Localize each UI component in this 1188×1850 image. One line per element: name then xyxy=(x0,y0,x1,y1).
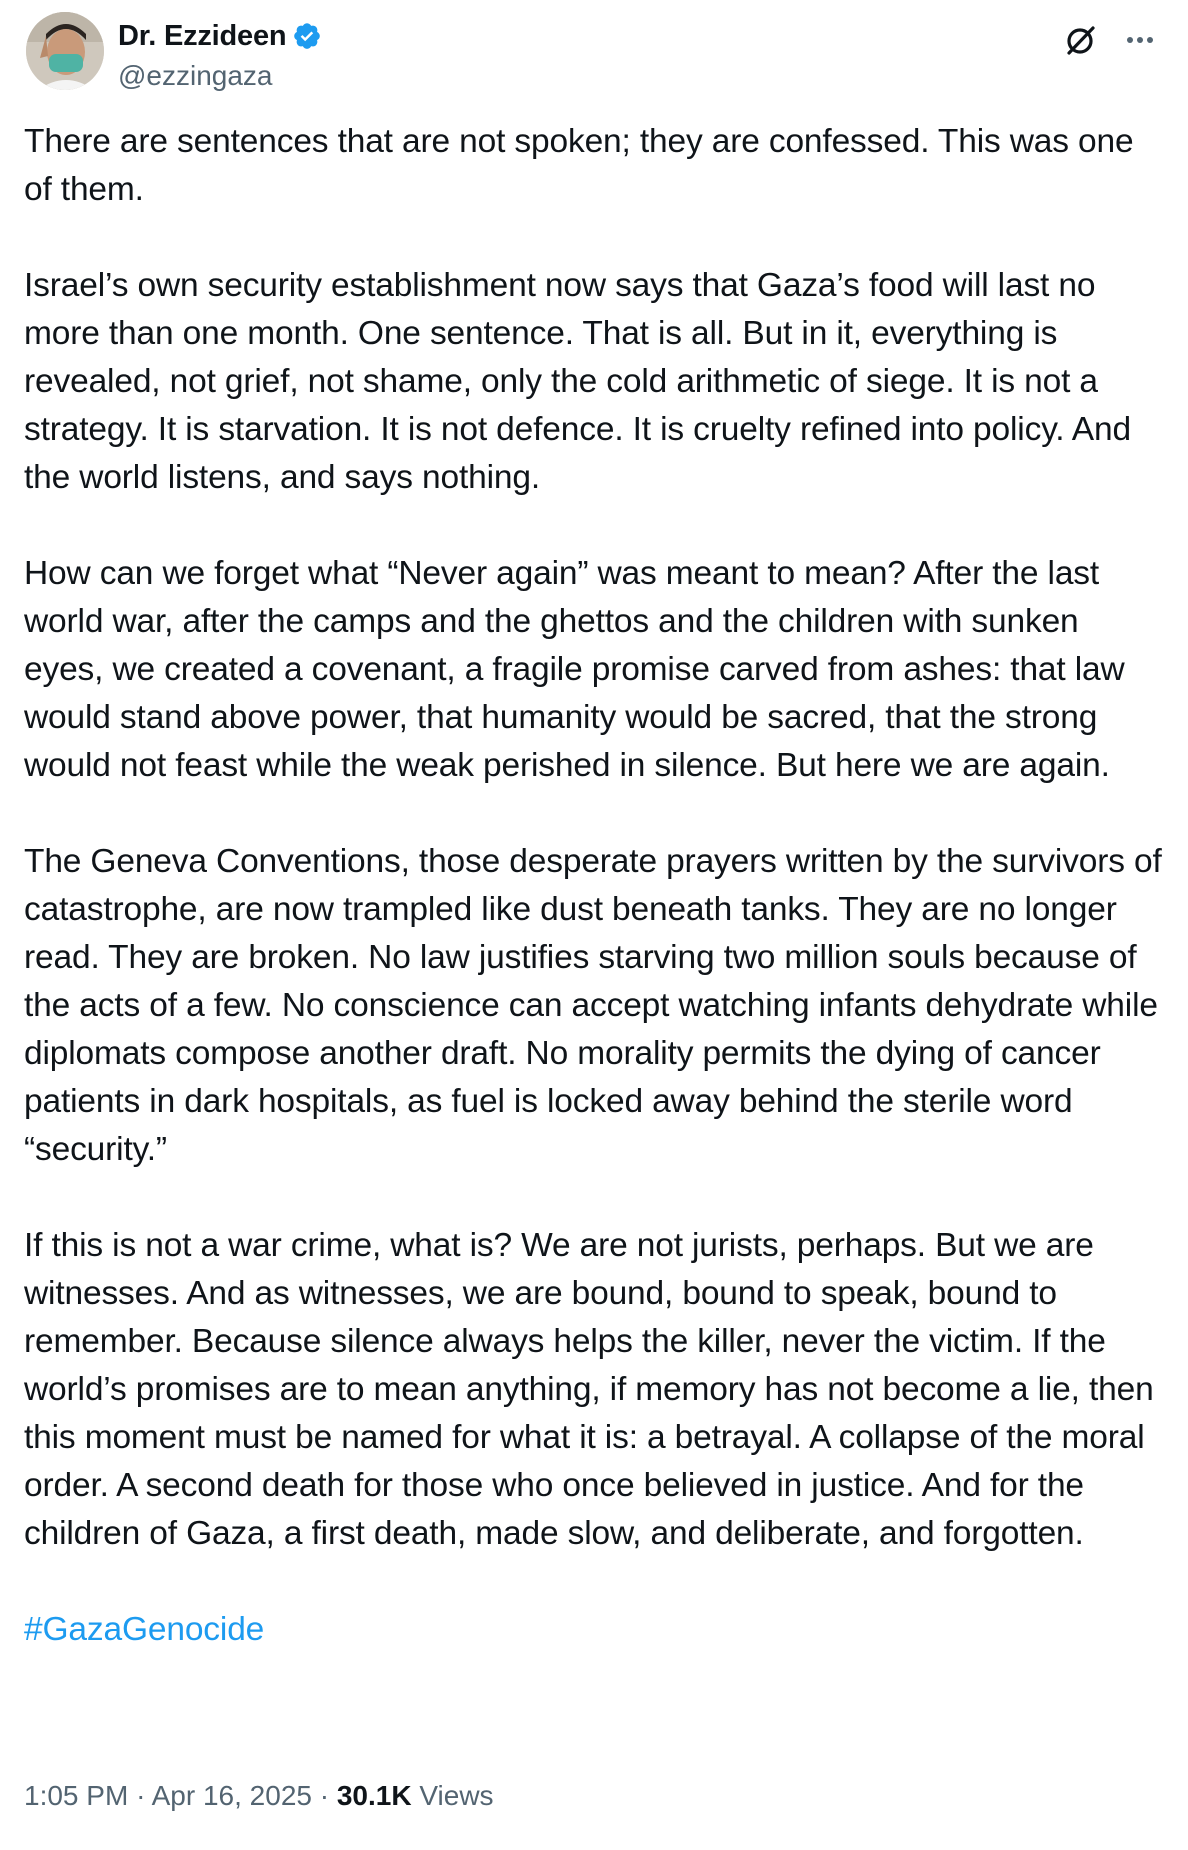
more-icon[interactable] xyxy=(1120,20,1160,60)
tweet-time[interactable]: 1:05 PM xyxy=(24,1780,129,1811)
display-name[interactable]: Dr. Ezzideen xyxy=(118,19,287,52)
views-label: Views xyxy=(419,1780,494,1811)
hashtag-link[interactable]: #GazaGenocide xyxy=(24,1611,265,1648)
tweet-paragraph-3: How can we forget what “Never again” was meant to mean? After the last world war, after the camps and the ghettos and the children with sunken eyes, we created a covenant, a fragile promise carved from ashes: that law would stand above power, that humanity would be sacred, that the strong would not feast while the weak perished in silence. But here we are again. xyxy=(24,555,1125,784)
avatar-image xyxy=(26,12,104,90)
tweet-text xyxy=(24,118,1164,1654)
tweet-header xyxy=(26,12,1164,92)
meta-separator: · xyxy=(319,1780,330,1811)
grok-icon[interactable] xyxy=(1060,20,1100,60)
tweet-paragraph-4: The Geneva Conventions, those desperate prayers written by the survivors of catastrophe, are now trampled like dust beneath tanks. They are no longer read. They are broken. No law justifies starving two million souls because of the acts of a few. No conscience can accept watching infants dehydrate while diplomats compose another draft. No morality permits the dying of cancer patients in dark hospitals, as fuel is locked away behind the sterile word “security.” xyxy=(24,843,1162,1168)
avatar[interactable] xyxy=(26,12,104,90)
author-handle[interactable]: @ezzingaza xyxy=(118,60,273,91)
tweet-meta xyxy=(24,1780,494,1812)
verified-badge-icon[interactable] xyxy=(292,21,322,51)
tweet-paragraph-5: If this is not a war crime, what is? We are not jurists, perhaps. But we are witnesses. And as witnesses, we are bound, bound to speak, bound to remember. Because silence always helps the killer, never the victim. If the world’s promises are to mean anything, if memory has not become a lie, then this moment must be named for what it is: a betrayal. A collapse of the moral order. A second death for those who once believed in justice. And for the children of Gaza, a first death, made slow, and deliberate, and forgotten. xyxy=(24,1227,1154,1552)
author-names xyxy=(118,18,322,92)
views-count: 30.1K xyxy=(336,1780,412,1811)
tweet-date[interactable]: Apr 16, 2025 xyxy=(151,1780,312,1811)
meta-separator: · xyxy=(136,1780,146,1811)
tweet-paragraph-2: Israel’s own security establishment now says that Gaza’s food will last no more than one month. One sentence. That is all. But in it, everything is revealed, not grief, not shame, only the cold arithmetic of siege. It is not a strategy. It is starvation. It is not defence. It is cruelty refined into policy. And the world listens, and says nothing. xyxy=(24,267,1131,496)
display-name-row xyxy=(118,18,322,54)
tweet-paragraph-1: There are sentences that are not spoken; they are confessed. This was one of them. xyxy=(24,123,1134,208)
